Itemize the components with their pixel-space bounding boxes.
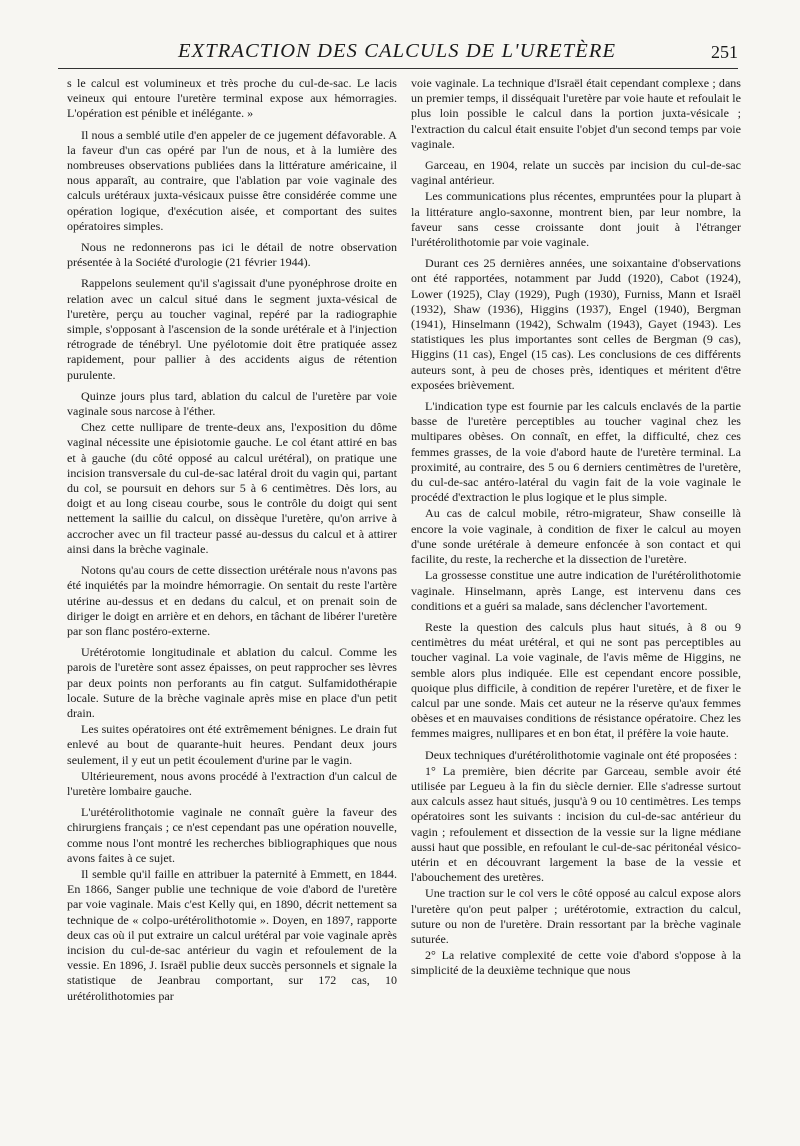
paragraph: Les suites opératoires ont été extrêmement bénignes. Le drain fut enlevé au bout de quarante-huit heures. Pendant deux jours seulement, il y eut un petit écoulement d'urine par le vagin.: [67, 722, 397, 767]
paragraph: Garceau, en 1904, relate un succès par incision du cul-de-sac vaginal antérieur.: [411, 158, 741, 188]
paragraph: Ultérieurement, nous avons procédé à l'extraction d'un calcul de l'uretère lombaire gauche.: [67, 768, 397, 798]
paragraph: La grossesse constitue une autre indication de l'urétérolithotomie vaginale. Hinselmann, après Lange, est intervenu dans ces conditions et a guéri sa malade, sans déclencher l'avortement.: [411, 568, 741, 613]
paragraph: voie vaginale. La technique d'Israël était cependant complexe ; dans un premier temps, il disséquait l'uretère par voie haute et refoulait le plus loin possible le calcul dans la portion juxta-vésicale ; l'extraction du calcul était ensuite l'objet d'un second temps par voie vaginale.: [411, 76, 741, 151]
paragraph: s le calcul est volumineux et très proche du cul-de-sac. Le lacis veineux qui entoure l'uretère terminal expose aux hémorragies. L'opération est pénible et inélégante. »: [67, 76, 397, 121]
running-title: EXTRACTION DES CALCULS DE L'URETÈRE: [178, 40, 617, 62]
paragraph: L'urétérolithotomie vaginale ne connaît guère la faveur des chirurgiens français ; ce n'est cependant pas une opération nouvelle, comme nous l'ont montré les recherches bibliographiques que nous avons faites à ce sujet.: [67, 805, 397, 865]
paragraph: Au cas de calcul mobile, rétro-migrateur, Shaw conseille là encore la voie vaginale, à condition de fixer le calcul au moyen d'une sonde urétérale à demeure enfoncée à son contact et qui facilite, du reste, la recherche et la dissection de l'uretère.: [411, 506, 741, 567]
paragraph: Notons qu'au cours de cette dissection urétérale nous n'avons pas été inquiétés par la moindre hémorragie. On sentait du reste l'artère utérine au-dessus et en dedans du calcul, et on prenait soin de diriger le doigt en arrière et en dehors, en tâchant de libérer l'uretère par son flanc postéro-externe.: [67, 563, 397, 638]
paragraph: Il nous a semblé utile d'en appeler de ce jugement défavorable. A la faveur d'un cas opéré par l'un de nous, et à la lumière des nombreuses observations publiées dans la littérature américaine, il nous apparaît, au contraire, que l'ablation par voie vaginale des calculs urétéraux juxta-vésicaux puisse être considérée comme une opération logique, d'exécution aisée, et comportant des suites opératoires simples.: [67, 127, 397, 233]
paragraph: Chez cette nullipare de trente-deux ans, l'exposition du dôme vaginal nécessite une épisiotomie gauche. Le col étant attiré en bas et à gauche (du côté opposé au calcul urétéral), on pratique une incision transversale du cul-de-sac latéral droit du vagin qui, partant du col, se poursuit en dehors sur 5 à 6 centimètres. Dès lors, au doigt et au long ciseau courbe, sous le contrôle du doigt qui sent nettement la saillie du calcul, on dissèque l'uretère, qu'on arrive à accrocher avec un fil tracteur passé au-dessus du calcul et à attirer ainsi dans la brèche vaginale.: [67, 420, 397, 556]
page-header: [58, 38, 738, 69]
paragraph: Rappelons seulement qu'il s'agissait d'une pyonéphrose droite en relation avec un calcul situé dans le segment juxta-vésical de l'uretère, perçu au toucher vaginal, repéré par la radiographie simple, s'opposant à l'ascension de la sonde urétérale et à l'injection rétrograde de ténébryl. Une pyélotomie doit être pratiquée assez rapidement, pour pallier à des accidents aigus de rétention purulente.: [67, 276, 397, 382]
paragraph: L'indication type est fournie par les calculs enclavés de la partie basse de l'uretère perceptibles au toucher vaginal chez les multipares obèses. On connaît, en effet, la difficulté, chez ces femmes grasses, de la voie d'abord haute de l'uretère terminal. La proximité, au contraire, des 5 ou 6 derniers centimètres de l'uretère, du cul-de-sac antéro-latéral du vagin fait de la voie vaginale le procédé d'extraction le plus logique et le plus simple.: [411, 399, 741, 505]
page-number: 251: [711, 42, 738, 62]
paragraph: 2° La relative complexité de cette voie d'abord s'oppose à la simplicité de la deuxième technique que nous: [411, 948, 741, 978]
paragraph: Deux techniques d'urétérolithotomie vaginale ont été proposées :: [425, 747, 738, 762]
paragraph: Reste la question des calculs plus haut situés, à 8 ou 9 centimètres du méat urétéral, et qui ne sont pas perceptibles au toucher vaginal. La voie vaginale, de l'avis même de Higgins, ne semble alors plus indiquée. Elle est cependant encore possible, quoique plus difficile, à condition de repérer l'uretère, et de fixer le calcul par une sonde. Mais cet auteur ne la réserve qu'aux femmes obèses et en mauvaises conditions de résistance opératoire. Chez les femmes maigres, nullipares et en bon état, il préfère la voie haute.: [411, 619, 741, 741]
paragraph: Durant ces 25 dernières années, une soixantaine d'observations ont été rapportées, notamment par Judd (1920), Cabot (1924), Lower (1925), Clay (1929), Pugh (1930), Furniss, Mann et Israël (1932), Shaw (1936), Higgins (1937), Engel (1940), Bergman (1941), Hinselmann (1942), Schwalm (1943), Gayet (1943). Les statistiques les plus importantes sont celles de Bergman (9 cas), Higgins (11 cas), Engel (15 cas). Les conclusions de ces différents auteurs sont, à peu de choses près, identiques et méritent d'être exposées brièvement.: [411, 256, 741, 392]
paragraph: Il semble qu'il faille en attribuer la paternité à Emmett, en 1844. En 1866, Sanger publie une technique de voie d'abord de l'uretère par voie vaginale. Mais c'est Kelly qui, en 1890, décrit nettement sa technique de « colpo-urétérolithotomie ». Doyen, en 1897, rapporte deux cas où il put extraire un calcul urétéral par voie vaginale après incision du cul-de-sac antérieur du vagin et refoulement de la vessie. En 1896, J. Israël publie deux succès personnels et signale la statistique de Jeanbrau comportant, sur 172 cas, 10 urétérolithotomies par: [67, 866, 397, 1003]
paragraph: Urétérotomie longitudinale et ablation du calcul. Comme les parois de l'uretère sont assez épaisses, on peut rapprocher ses lèvres par deux points non perforants au fin catgut. Sulfamidothérapie locale. Suture de la brèche vaginale après mise en place d'un petit drain.: [67, 645, 397, 720]
paragraph: Une traction sur le col vers le côté opposé au calcul expose alors l'uretère qu'on peut palper ; urétérotomie, extraction du calcul, suture ou non de l'uretère. Drain ressortant par la brèche vaginale suturée.: [411, 886, 741, 946]
paragraph: Nous ne redonnerons pas ici le détail de notre observation présentée à la Société d'urologie (21 février 1944).: [67, 240, 397, 270]
paragraph: 1° La première, bien décrite par Garceau, semble avoir été utilisée par Legueu à la fin du siècle dernier. Elle s'adresse surtout aux calculs assez haut situés, jusqu'à 9 ou 10 centimètres. Les temps opératoires sont les suivants : incision du cul-de-sac antérieur du vagin ; refoulement et dissection de la vessie sur la ligne médiane aussi haut que possible, en refoulant le cul-de-sac péritonéal vésico-utérin et en découvrant largement la base de la vessie et l'abouchement des uretères.: [411, 763, 741, 885]
right-column: [411, 76, 741, 980]
paragraph: Quinze jours plus tard, ablation du calcul de l'uretère par voie vaginale sous narcose à l'éther.: [67, 388, 397, 419]
left-column: [67, 76, 397, 1005]
paragraph: Les communications plus récentes, empruntées pour la plupart à la littérature anglo-saxonne, montrent bien, par leur nombre, la faveur sans cesse croissante dont jouit à l'étranger l'urétérolithotomie par voie vaginale.: [411, 189, 741, 250]
